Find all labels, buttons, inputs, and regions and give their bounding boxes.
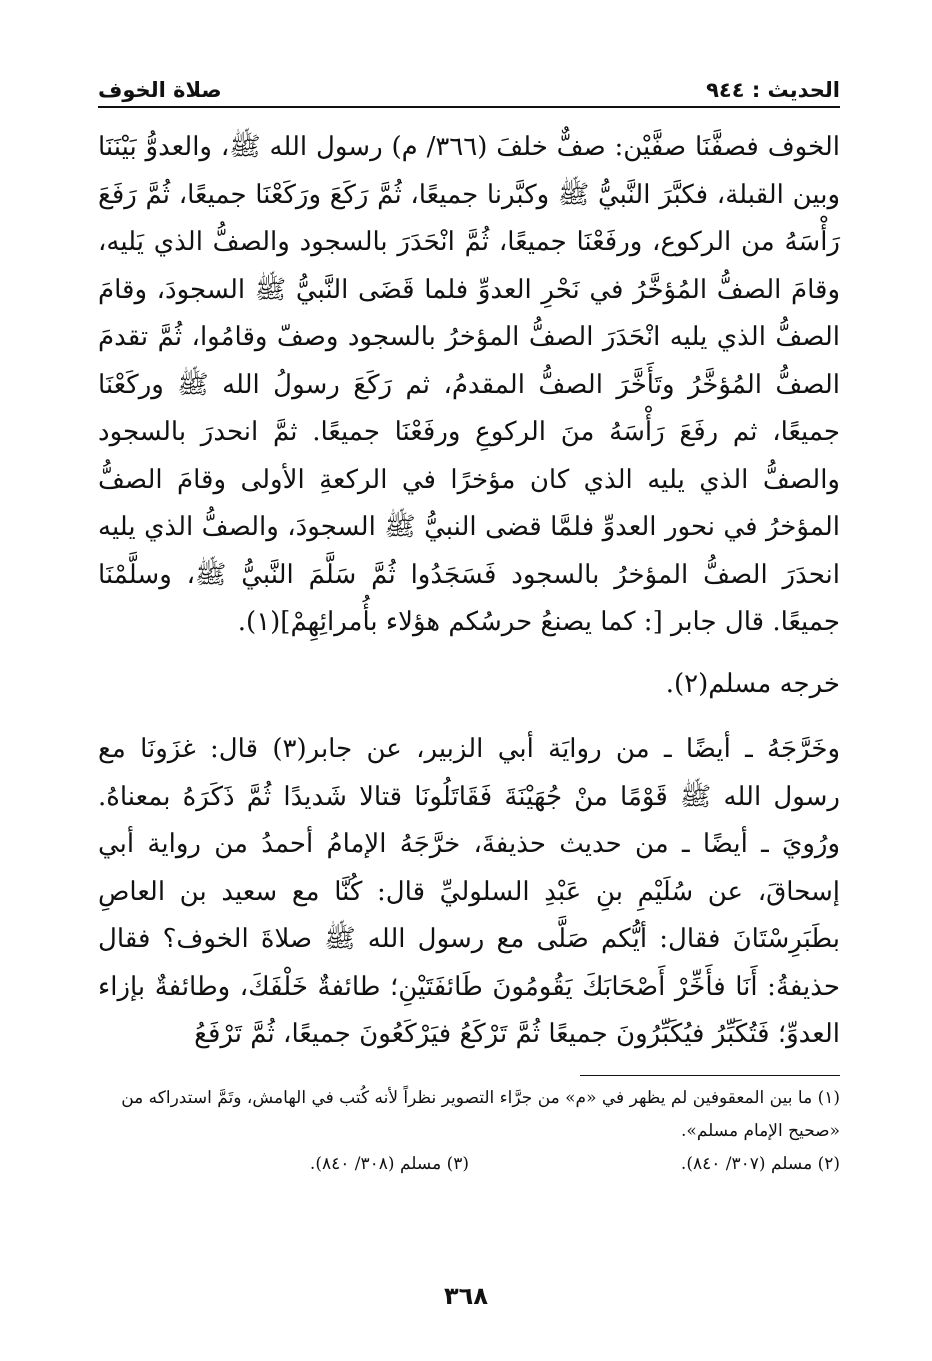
chapter-title: صلاة الخوف <box>98 78 222 102</box>
footnotes <box>98 1082 840 1181</box>
source-line: خرجه مسلم(٢). <box>665 668 840 699</box>
footnote-divider <box>580 1075 840 1076</box>
footnote-1: (١) ما بين المعقوفين لم يظهر في «م» من جرَّاء التصوير نظراً لأنه كُتب في الهامش، وتَمَّ استدراكه من «صحيح الإمام مسلم». <box>121 1087 840 1141</box>
footnote-row <box>98 1148 840 1181</box>
paragraph-2: وخَرَّجَهُ ـ أيضًا ـ من روايَة أبي الزبير، عن جابر(٣) قال: غزَونَا مع رسول الله ﷺ قَوْمًا منْ جُهَيْنَةَ فَقَاتَلُونَا قتالا شَديدًا ثُمَّ ذَكَرَهُ بمعناهُ. ورُويَ ـ أيضًا ـ من حديث حذيفةَ، خرَّجَهُ الإمامُ أحمدُ من رواية أبي إسحاقَ، عن سُلَيْمِ بنِ عَبْدِ السلوليِّ قال: كُنَّا مع سعيد بن العاصِ بطَبَرِسْتَانَ فقال: أيُّكم صَلَّى مع رسول الله ﷺ صلاةَ الخوف؟ فقال حذيفةُ: أَنَا فأَخِّرْ أَصْحَابَكَ يَقُومُونَ طَائفَتَيْنِ؛ طائفةٌ خَلْفَكَ، وطائفةٌ بإزاء العدوِّ؛ فَتُكَبِّرُ فيُكَبِّرُونَ جميعًا ثُمَّ تَرْكَعُ فيَرْكَعُونَ جميعًا، ثُمَّ تَرْفَعُ <box>98 734 841 1049</box>
footnote-2: (٢) مسلم (٣٠٧/ ٨٤٠). <box>680 1153 840 1174</box>
footnote-3: (٣) مسلم (٣٠٨/ ٨٤٠). <box>309 1153 469 1174</box>
paragraph-1: الخوف فصفَّنَا صفَّيْن: صفٌّ خلفَ (٣٦٦/ م) رسول الله ﷺ، والعدوُّ بَيْنَنَا وبين القبلة، فكبَّرَ النَّبيُّ ﷺ وكبَّرنا جميعًا، ثُمَّ رَكَعَ ورَكَعْنَا جميعًا، ثُمَّ رَفَعَ رَأْسَهُ من الركوع، ورفَعْنَا جميعًا، ثُمَّ انْحَدَرَ بالسجود والصفُّ الذي يَليه، وقامَ الصفُّ المُؤخَّرُ في نَحْرِ العدوِّ فلما قَضَى النَّبيُّ ﷺ السجودَ، وقامَ الصفُّ الذي يليه انْحَدَرَ الصفُّ المؤخرُ بالسجود وصفّ وقامُوا، ثُمَّ تقدمَ الصفُّ المُؤخَّرُ وتَأَخَّرَ الصفُّ المقدمُ، ثم رَكَعَ رسولُ الله ﷺ وركَعْنَا جميعًا، ثم رفَعَ رَأْسَهُ منَ الركوعِ ورفَعْنَا جميعًا. ثمَّ انحدرَ بالسجود والصفُّ الذي يليه الذي كان مؤخرًا في الركعةِ الأولى وقامَ الصفُّ المؤخرُ في نحور العدوِّ فلمَّا قضى النبيُّ ﷺ السجودَ، والصفُّ الذي يليه انحدَرَ الصفُّ المؤخرُ بالسجود فَسَجَدُوا ثُمَّ سَلَّمَ النَّبيُّ ﷺ، وسلَّمْنَا جميعًا. قال جابر [: كما يصنعُ حرسُكم هؤلاء بأُمرائِهِمْ](١). <box>98 132 841 637</box>
running-header <box>98 66 840 108</box>
main-text <box>98 124 840 1059</box>
hadith-number: الحديث : ٩٤٤ <box>706 78 840 102</box>
page-number: ٣٦٨ <box>444 1282 488 1310</box>
